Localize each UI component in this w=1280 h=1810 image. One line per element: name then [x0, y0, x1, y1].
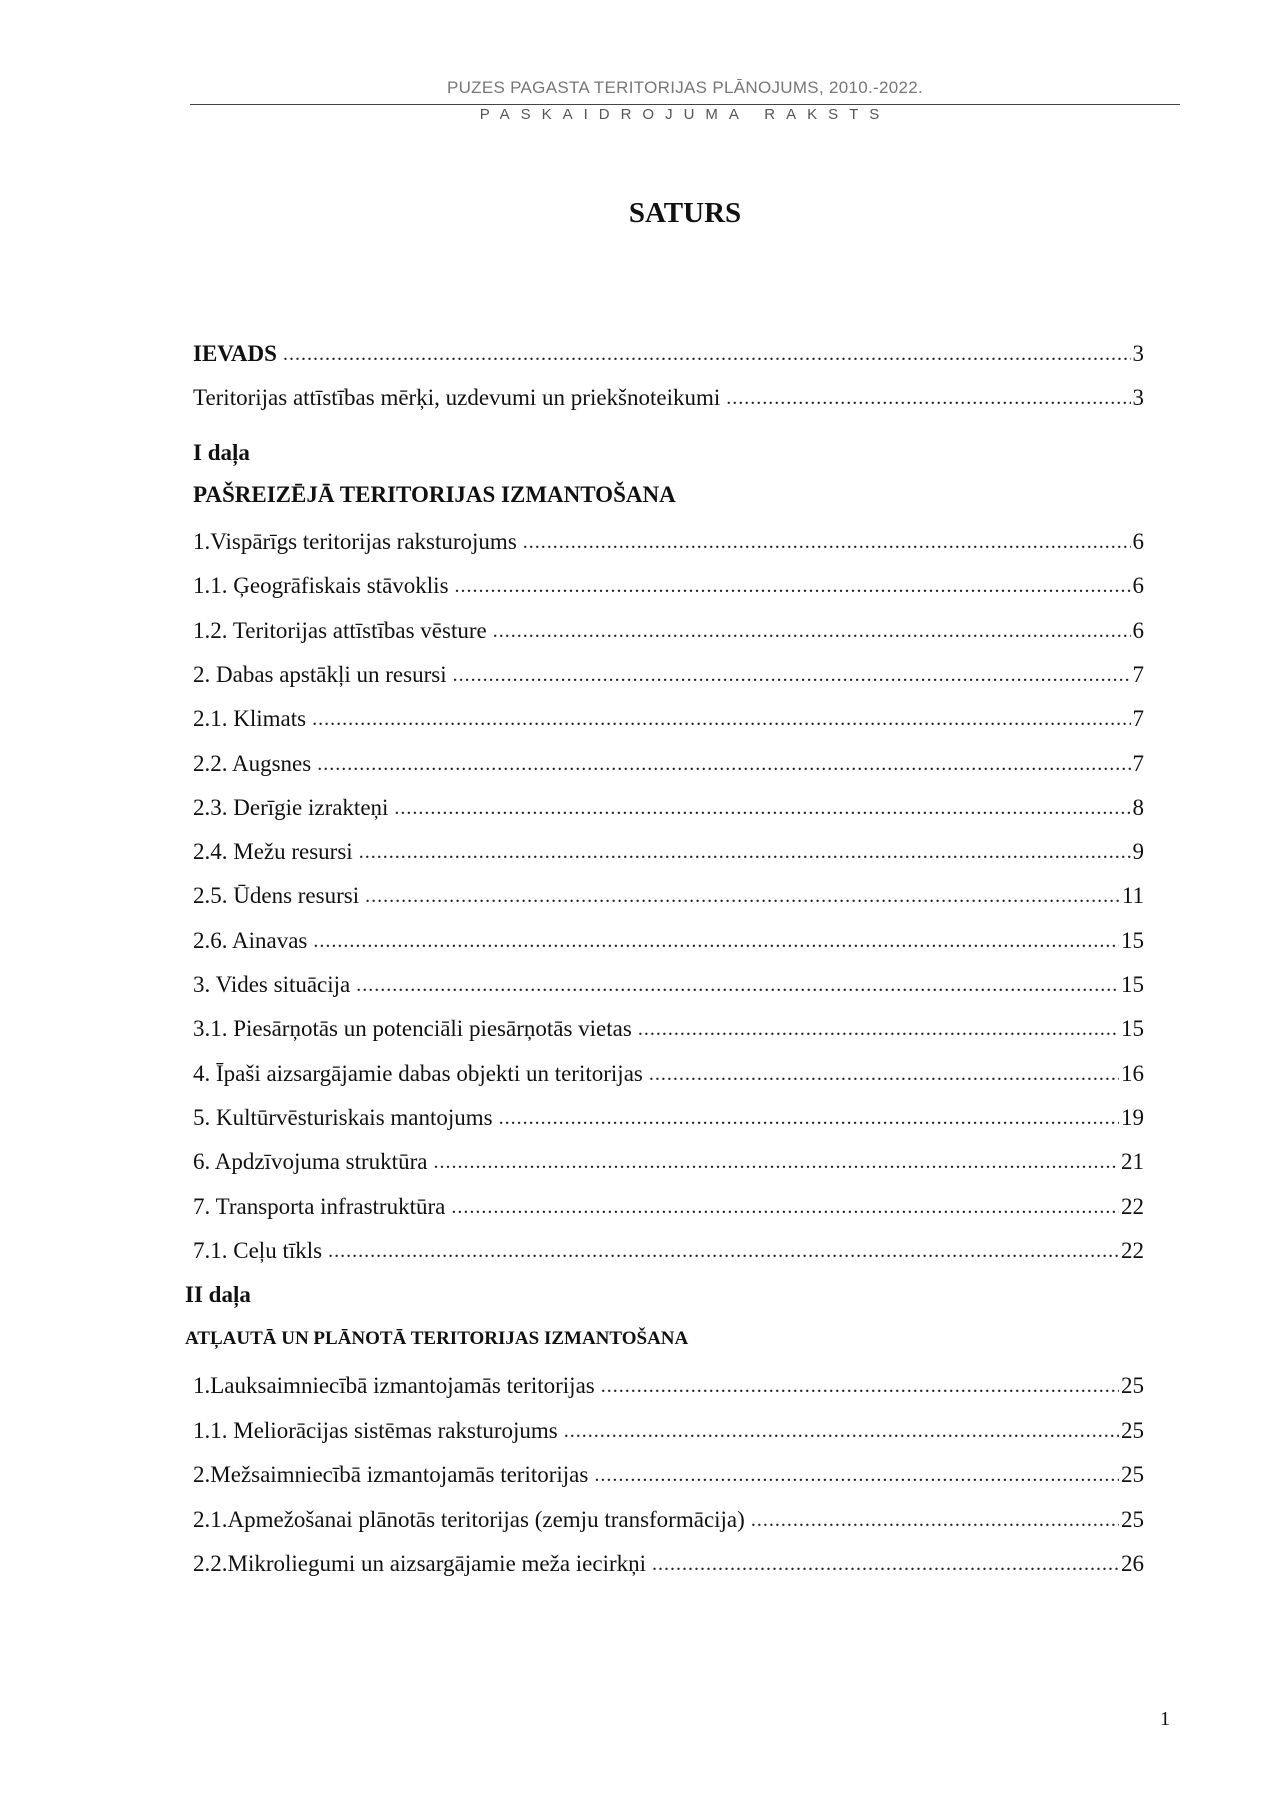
- toc-entry-label: 2.3. Derīgie izrakteņi: [193, 794, 389, 820]
- toc-entry-page: 6: [1132, 617, 1144, 643]
- toc-entry-label: 1.2. Teritorijas attīstības vēsture: [193, 617, 487, 643]
- toc-leader-dots: [451, 1193, 1119, 1221]
- toc-entry[interactable]: [193, 1457, 1144, 1489]
- toc-leader-dots: [313, 927, 1119, 955]
- part-1-heading: PAŠREIZĒJĀ TERITORIJAS IZMANTOŠANA: [193, 482, 676, 507]
- toc-leader-dots: [649, 1060, 1119, 1088]
- toc-leader-dots: [283, 340, 1131, 368]
- toc-entry-merki[interactable]: [193, 380, 1144, 412]
- toc-leader-dots: [726, 384, 1130, 412]
- part-2-label: II daļa: [185, 1282, 251, 1307]
- header-rule: [190, 104, 1180, 105]
- toc-leader-dots: [453, 661, 1131, 689]
- toc-entry[interactable]: [193, 1502, 1144, 1534]
- toc-leader-dots: [455, 572, 1131, 600]
- toc-entry[interactable]: [193, 568, 1144, 600]
- toc-entry-label: 7. Transporta infrastruktūra: [193, 1193, 446, 1219]
- toc-entry-label: 2.Mežsaimniecībā izmantojamās teritorijas: [193, 1462, 589, 1487]
- toc-leader-dots: [751, 1506, 1119, 1534]
- toc-leader-dots: [394, 794, 1130, 822]
- toc-entry-page: 22: [1121, 1237, 1144, 1263]
- toc-entry-page: 26: [1121, 1551, 1144, 1576]
- toc-leader-dots: [359, 838, 1131, 866]
- toc-entry-page: 15: [1121, 1016, 1144, 1042]
- toc-entry[interactable]: [193, 1546, 1144, 1578]
- toc-entry-label: 2.5. Ūdens resursi: [193, 883, 360, 909]
- toc-entry[interactable]: [193, 701, 1144, 733]
- toc-entry-label: 1.1. Meliorācijas sistēmas raksturojums: [193, 1417, 558, 1443]
- toc-entry-label: 2.1. Klimats: [193, 706, 307, 732]
- toc-entry[interactable]: [193, 967, 1144, 999]
- toc-entry-page: 7: [1132, 706, 1144, 732]
- toc-entry-label: 2.4. Mežu resursi: [193, 839, 353, 865]
- toc-leader-dots: [317, 750, 1130, 778]
- toc-leader-dots: [638, 1015, 1119, 1043]
- toc-leader-dots: [523, 528, 1131, 556]
- toc-entry[interactable]: [193, 1413, 1144, 1445]
- toc-entry-page: 16: [1121, 1060, 1144, 1086]
- toc-entry[interactable]: [193, 1233, 1144, 1265]
- toc-entry-page: 21: [1121, 1149, 1144, 1175]
- toc-entry-label: 1.Lauksaimniecībā izmantojamās teritorijas: [193, 1373, 595, 1398]
- toc-entry-label: 1.Vispārīgs teritorijas raksturojums: [193, 529, 517, 554]
- toc-entry[interactable]: [193, 524, 1144, 556]
- running-header-subtitle: PASKAIDROJUMA RAKSTS: [479, 106, 891, 123]
- toc-entry-page: 3: [1132, 385, 1144, 410]
- toc-entry-page: 22: [1121, 1193, 1144, 1219]
- toc-leader-dots: [499, 1104, 1119, 1132]
- toc-entry-label: 2.2. Augsnes: [193, 750, 312, 776]
- toc-entry-label: 3. Vides situācija: [193, 972, 351, 997]
- toc-leader-dots: [493, 617, 1131, 645]
- toc-leader-dots: [652, 1550, 1119, 1578]
- toc-entry-label: 6. Apdzīvojuma struktūra: [193, 1149, 428, 1175]
- toc-entry-label: 1.1. Ģeogrāfiskais stāvoklis: [193, 573, 449, 599]
- toc-entry[interactable]: [193, 790, 1144, 822]
- toc-entry-label: 2. Dabas apstākļi un resursi: [193, 661, 447, 687]
- toc-entry[interactable]: [193, 613, 1144, 645]
- toc-entry-ievads[interactable]: [193, 336, 1144, 368]
- toc-leader-dots: [433, 1148, 1119, 1176]
- toc-entry[interactable]: [193, 1056, 1144, 1088]
- toc-leader-dots: [564, 1417, 1119, 1445]
- toc-entry-label: 7.1. Ceļu tīkls: [193, 1237, 323, 1263]
- toc-entry[interactable]: [193, 1368, 1144, 1400]
- toc-entry-page: 15: [1121, 972, 1144, 997]
- toc-entry[interactable]: [193, 923, 1144, 955]
- toc-entry-page: 6: [1132, 573, 1144, 599]
- toc-entry-page: 6: [1132, 529, 1144, 554]
- toc-leader-dots: [356, 971, 1119, 999]
- part-1-label: I daļa: [193, 440, 250, 465]
- toc-entry[interactable]: [193, 1189, 1144, 1221]
- toc-entry[interactable]: [193, 746, 1144, 778]
- toc-entry-page: 19: [1121, 1104, 1144, 1130]
- toc-entry-page: 7: [1132, 750, 1144, 776]
- toc-entry-page: 3: [1132, 341, 1144, 366]
- toc-entry-label: 2.1.Apmežošanai plānotās teritorijas (zemju transformācija): [193, 1506, 745, 1532]
- running-header-title: PUZES PAGASTA TERITORIJAS PLĀNOJUMS, 2010.-2022.: [446, 78, 924, 97]
- part-2-heading: ATĻAUTĀ UN PLĀNOTĀ TERITORIJAS IZMANTOŠANA: [185, 1328, 689, 1349]
- toc-entry-label: 2.6. Ainavas: [193, 927, 308, 953]
- toc-entry-page: 8: [1132, 794, 1144, 820]
- toc-entry-label: 3.1. Piesārņotās un potenciāli piesārņotās vietas: [193, 1016, 632, 1042]
- toc-entry-page: 7: [1132, 661, 1144, 687]
- toc-entry-page: 25: [1121, 1506, 1144, 1532]
- toc-entry-label: 2.2.Mikroliegumi un aizsargājamie meža iecirkņi: [193, 1551, 647, 1576]
- toc-entry-label: IEVADS: [193, 341, 277, 366]
- toc-entry-label: 4. Īpaši aizsargājamie dabas objekti un teritorijas: [193, 1060, 643, 1086]
- page-number: 1: [1160, 1708, 1170, 1730]
- toc-entry[interactable]: [193, 878, 1144, 910]
- toc-leader-dots: [328, 1237, 1119, 1265]
- toc-entry-page: 9: [1132, 839, 1144, 865]
- page-title: SATURS: [628, 197, 742, 229]
- toc-leader-dots: [594, 1461, 1119, 1489]
- toc-leader-dots: [365, 882, 1120, 910]
- toc-entry-page: 25: [1121, 1462, 1144, 1487]
- toc-entry-page: 25: [1121, 1417, 1144, 1443]
- toc-entry[interactable]: [193, 657, 1144, 689]
- toc-entry[interactable]: [193, 1100, 1144, 1132]
- toc-entry[interactable]: [193, 1011, 1144, 1043]
- toc-leader-dots: [312, 705, 1130, 733]
- toc-entry[interactable]: [193, 834, 1144, 866]
- toc-entry-page: 25: [1121, 1373, 1144, 1398]
- toc-entry-page: 11: [1121, 883, 1144, 909]
- toc-entry-label: 5. Kultūrvēsturiskais mantojums: [193, 1104, 493, 1130]
- toc-entry-page: 15: [1121, 927, 1144, 953]
- toc-leader-dots: [601, 1372, 1119, 1400]
- toc-entry-label: Teritorijas attīstības mērķi, uzdevumi un priekšnoteikumi: [193, 385, 721, 410]
- toc-entry[interactable]: [193, 1144, 1144, 1176]
